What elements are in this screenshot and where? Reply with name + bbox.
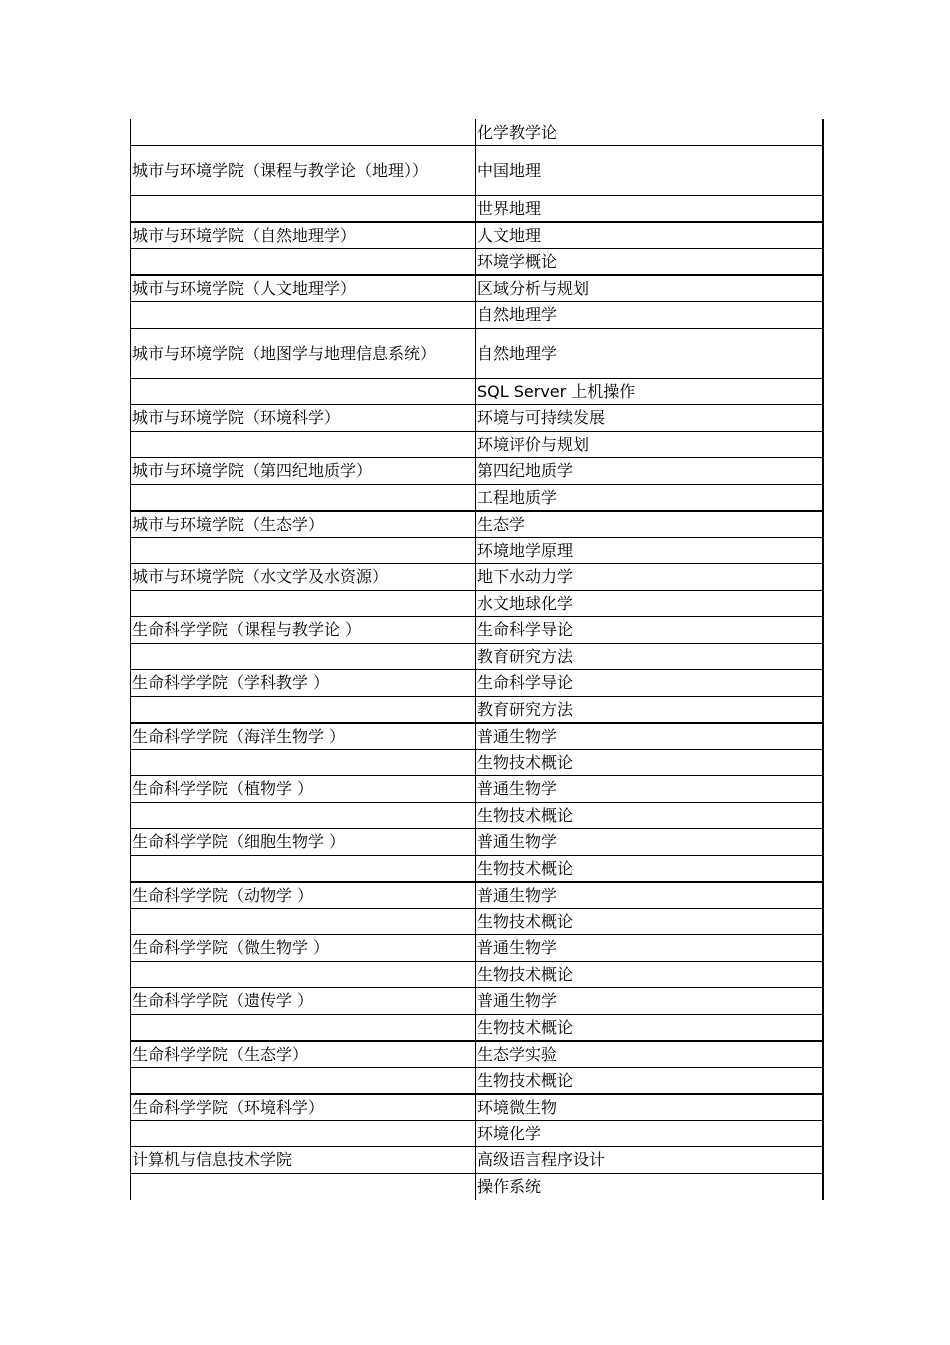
table-row (131, 1173, 824, 1200)
table-row (131, 564, 824, 591)
college-cell (131, 855, 476, 882)
college-cell: 生命科学学院（细胞生物学 ） (131, 829, 476, 856)
college-cell: 城市与环境学院（课程与教学论（地理）） (131, 146, 476, 196)
college-cell: 生命科学学院（微生物学 ） (131, 935, 476, 962)
table-body (131, 119, 824, 1200)
table-row (131, 146, 824, 196)
table-row (131, 802, 824, 829)
college-cell (131, 961, 476, 988)
college-cell: 生命科学学院（遗传学 ） (131, 988, 476, 1015)
table-row (131, 696, 824, 723)
college-cell: 城市与环境学院（自然地理学） (131, 222, 476, 249)
college-cell (131, 302, 476, 329)
course-cell: 生物技术概论 (476, 749, 824, 776)
course-cell: 生物技术概论 (476, 908, 824, 935)
course-cell: 世界地理 (476, 196, 824, 223)
college-cell: 生命科学学院（植物学 ） (131, 776, 476, 803)
table-row (131, 1120, 824, 1147)
college-cell (131, 431, 476, 458)
table-row (131, 643, 824, 670)
college-cell: 城市与环境学院（环境科学） (131, 405, 476, 432)
table-row (131, 222, 824, 249)
college-cell (131, 378, 476, 405)
course-cell: 操作系统 (476, 1173, 824, 1200)
course-cell: 自然地理学 (476, 302, 824, 329)
course-cell: 普通生物学 (476, 935, 824, 962)
college-cell: 城市与环境学院（人文地理学） (131, 275, 476, 302)
table-row (131, 378, 824, 405)
college-cell: 生命科学学院（生态学） (131, 1041, 476, 1068)
course-cell: 普通生物学 (476, 882, 824, 909)
course-cell: 工程地质学 (476, 484, 824, 511)
course-cell: 高级语言程序设计 (476, 1147, 824, 1174)
table-row (131, 988, 824, 1015)
table-row (131, 908, 824, 935)
table-row (131, 749, 824, 776)
table-row (131, 882, 824, 909)
college-cell (131, 1014, 476, 1041)
table-row (131, 119, 824, 146)
table-row (131, 855, 824, 882)
college-cell: 生命科学学院（动物学 ） (131, 882, 476, 909)
course-cell: 生命科学导论 (476, 617, 824, 644)
course-cell: 环境评价与规划 (476, 431, 824, 458)
college-course-table (130, 119, 824, 1200)
college-cell (131, 1067, 476, 1094)
course-cell: 环境地学原理 (476, 537, 824, 564)
course-cell: 生物技术概论 (476, 961, 824, 988)
table-row (131, 249, 824, 276)
college-cell (131, 749, 476, 776)
college-cell (131, 249, 476, 276)
table-row (131, 1041, 824, 1068)
table-row (131, 328, 824, 378)
table-row (131, 670, 824, 697)
table-row (131, 723, 824, 750)
course-cell: 生物技术概论 (476, 1067, 824, 1094)
course-cell: 生物技术概论 (476, 1014, 824, 1041)
college-cell: 生命科学学院（海洋生物学 ） (131, 723, 476, 750)
course-cell: 生态学 (476, 511, 824, 538)
course-cell: 化学教学论 (476, 119, 824, 146)
course-cell: 教育研究方法 (476, 643, 824, 670)
course-cell: 水文地球化学 (476, 590, 824, 617)
table-row (131, 537, 824, 564)
course-cell: 普通生物学 (476, 776, 824, 803)
college-cell: 生命科学学院（学科教学 ） (131, 670, 476, 697)
table-row (131, 302, 824, 329)
college-cell (131, 537, 476, 564)
table-row (131, 617, 824, 644)
college-cell: 城市与环境学院（第四纪地质学） (131, 458, 476, 485)
college-cell (131, 802, 476, 829)
course-cell: 普通生物学 (476, 723, 824, 750)
course-cell: SQL Server 上机操作 (476, 378, 824, 405)
table-row (131, 458, 824, 485)
table-row (131, 1067, 824, 1094)
course-cell: 环境微生物 (476, 1094, 824, 1121)
college-cell: 计算机与信息技术学院 (131, 1147, 476, 1174)
college-cell (131, 1173, 476, 1200)
table-row (131, 275, 824, 302)
table-row (131, 776, 824, 803)
course-cell: 生态学实验 (476, 1041, 824, 1068)
college-cell: 城市与环境学院（水文学及水资源） (131, 564, 476, 591)
course-cell: 中国地理 (476, 146, 824, 196)
table-row (131, 1147, 824, 1174)
course-cell: 生命科学导论 (476, 670, 824, 697)
table-row (131, 405, 824, 432)
table-row (131, 935, 824, 962)
table-row (131, 431, 824, 458)
table-row (131, 511, 824, 538)
table-row (131, 1094, 824, 1121)
table-row (131, 484, 824, 511)
course-cell: 区域分析与规划 (476, 275, 824, 302)
course-cell: 生物技术概论 (476, 802, 824, 829)
college-cell (131, 643, 476, 670)
course-cell: 普通生物学 (476, 829, 824, 856)
college-cell: 生命科学学院（课程与教学论 ） (131, 617, 476, 644)
college-cell (131, 696, 476, 723)
college-cell (131, 908, 476, 935)
course-cell: 环境与可持续发展 (476, 405, 824, 432)
college-cell (131, 590, 476, 617)
table-row (131, 961, 824, 988)
college-cell: 城市与环境学院（地图学与地理信息系统） (131, 328, 476, 378)
course-cell: 自然地理学 (476, 328, 824, 378)
course-cell: 第四纪地质学 (476, 458, 824, 485)
course-cell: 教育研究方法 (476, 696, 824, 723)
college-cell (131, 196, 476, 223)
course-cell: 普通生物学 (476, 988, 824, 1015)
table-row (131, 196, 824, 223)
course-cell: 生物技术概论 (476, 855, 824, 882)
course-cell: 环境化学 (476, 1120, 824, 1147)
college-cell: 城市与环境学院（生态学） (131, 511, 476, 538)
college-cell (131, 1120, 476, 1147)
table-row (131, 590, 824, 617)
college-cell: 生命科学学院（环境科学） (131, 1094, 476, 1121)
course-cell: 环境学概论 (476, 249, 824, 276)
college-cell (131, 484, 476, 511)
table-row (131, 1014, 824, 1041)
course-cell: 地下水动力学 (476, 564, 824, 591)
table-row (131, 829, 824, 856)
course-cell: 人文地理 (476, 222, 824, 249)
college-cell (131, 119, 476, 146)
